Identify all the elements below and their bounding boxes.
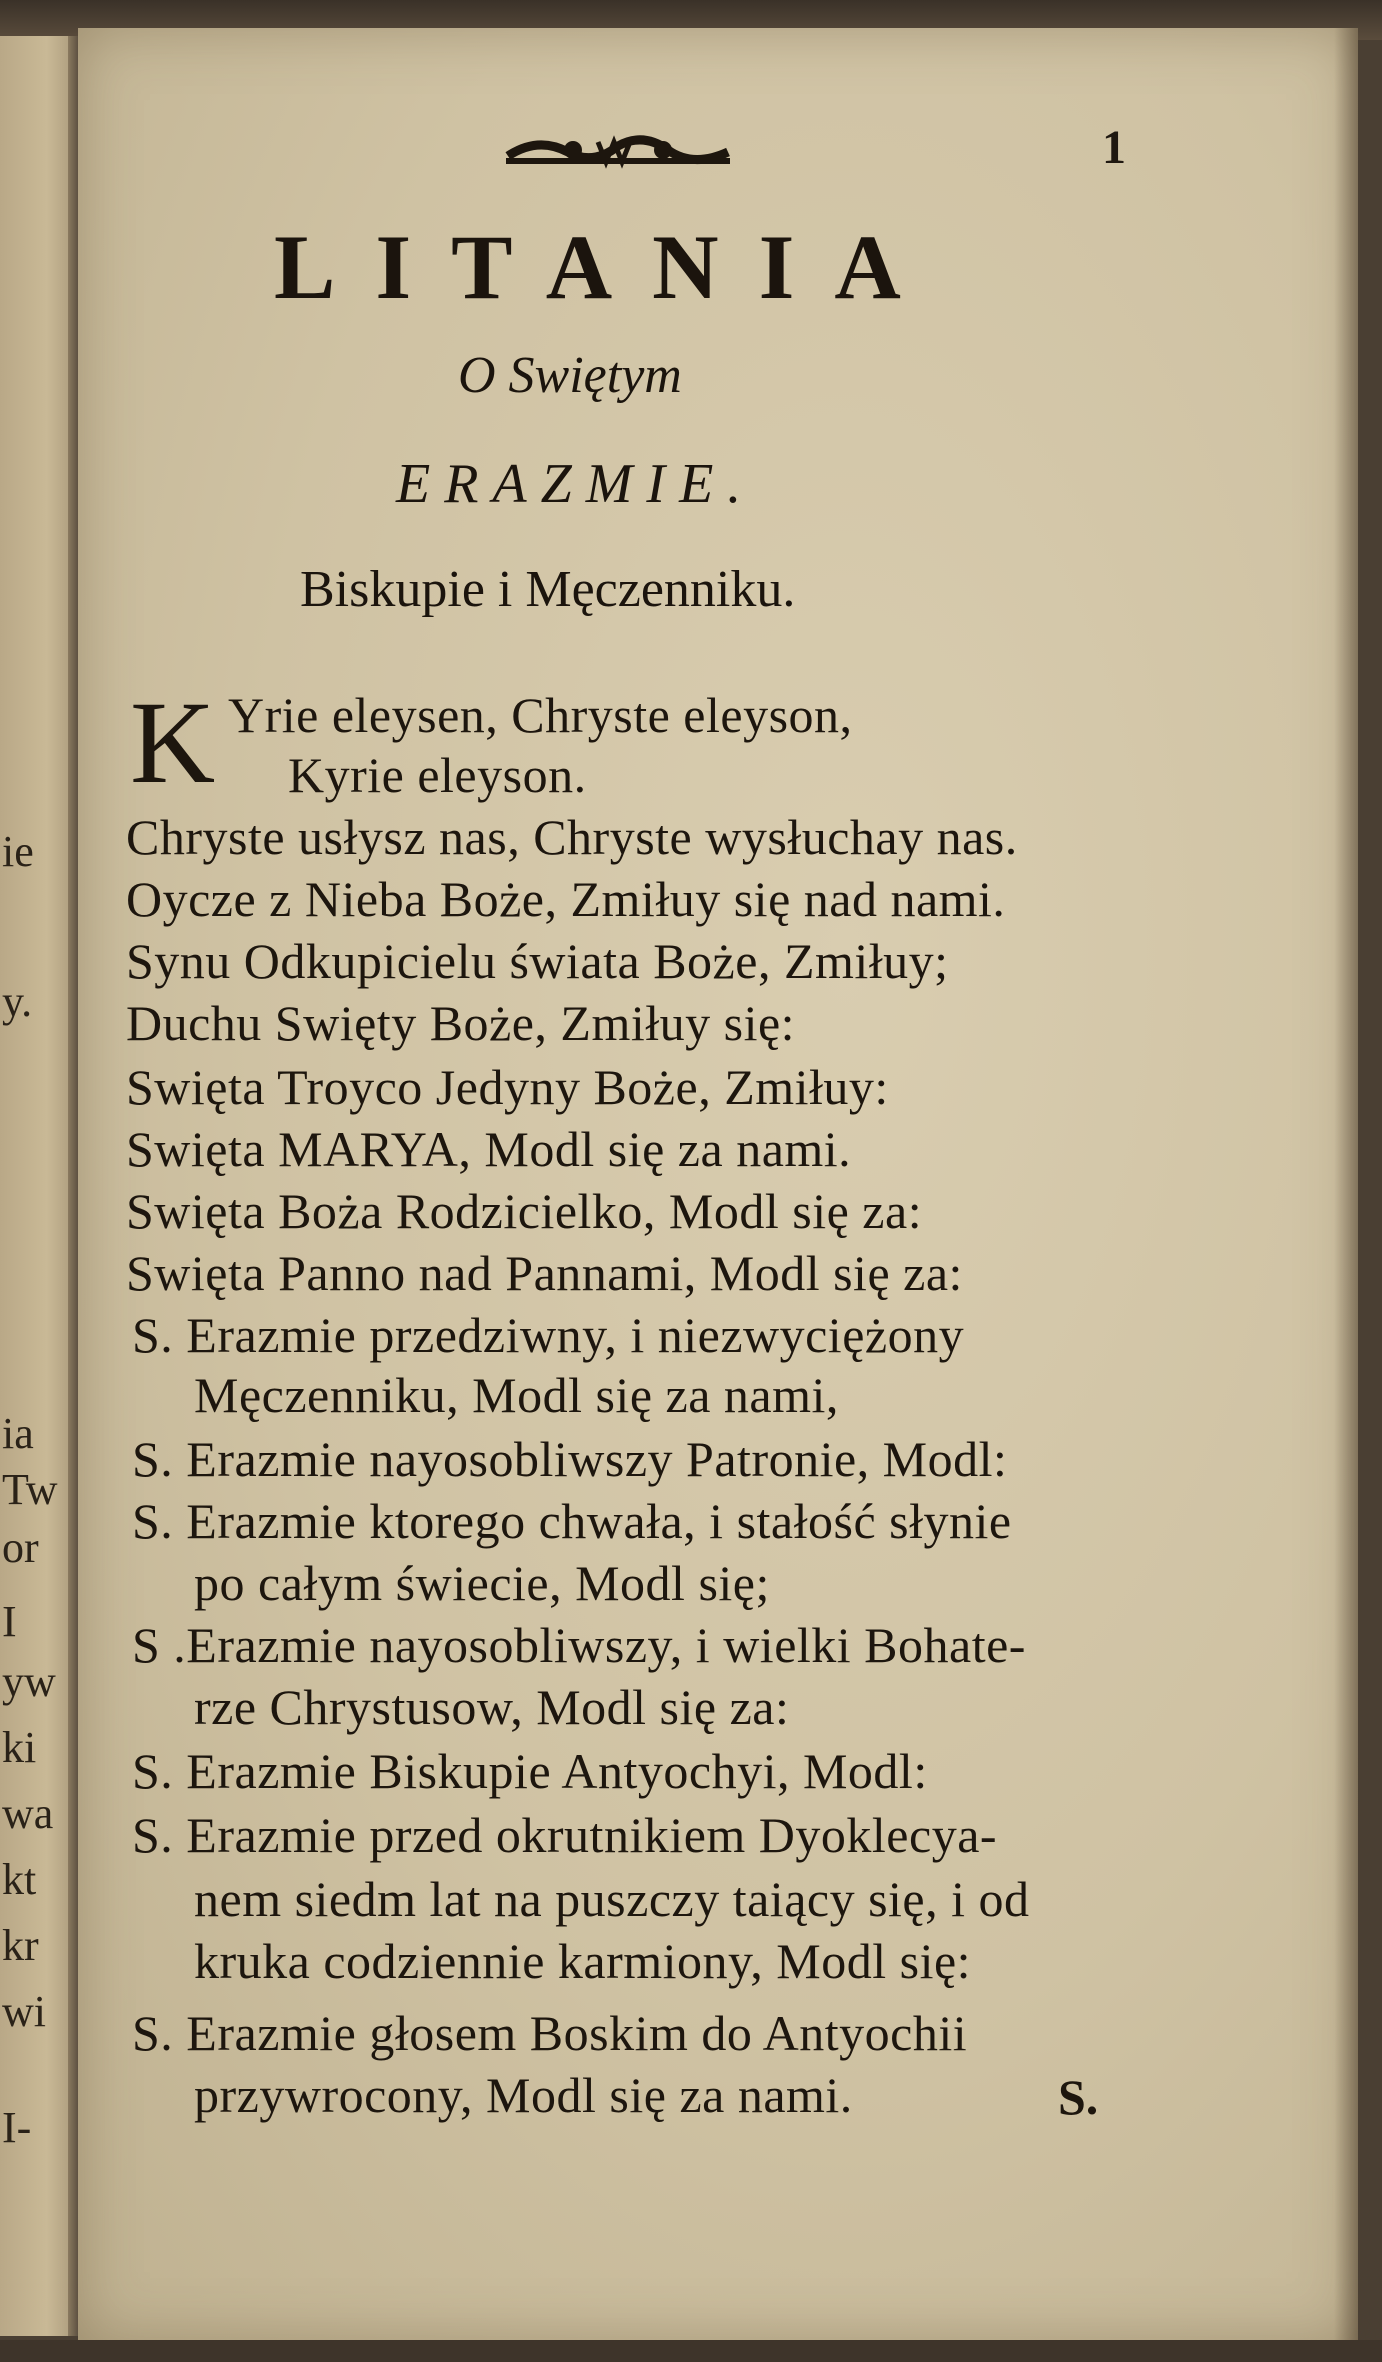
litany-line: S. Erazmie nayosobliwszy Patronie, Modl: [132,1431,1008,1487]
litany-line: przywrocony, Modl się za nami. [194,2067,853,2123]
litany-line: Swięta Panno nad Pannami, Modl się za: [126,1245,963,1301]
left-page-fragment: I [2,1597,17,1646]
litany-line: Swięta Troyco Jedyny Boże, Zmiłuy: [126,1059,889,1115]
page-number: 1 [1102,121,1126,174]
page-title: LITANIA [274,216,941,318]
left-page-fragment: kt [2,1855,37,1904]
litany-line: kruka codziennie karmiony, Modl się: [194,1933,972,1989]
page-subtitle: O Swiętym [458,347,682,404]
left-page-fragment: yw [2,1657,56,1706]
litany-line: Męczenniku, Modl się za nami, [194,1367,839,1423]
left-page-fragment: Tw [2,1465,58,1514]
litany-line: Swięta Boża Rodzicielko, Modl się za: [126,1183,923,1239]
book-gutter [68,36,78,2336]
litany-line: Synu Odkupicielu świata Boże, Zmiłuy; [126,933,949,989]
drop-cap: K [130,677,216,808]
litany-line: rze Chrystusow, Modl się za: [194,1679,790,1735]
litany-line: S. Erazmie przed okrutnikiem Dyoklecya- [132,1807,998,1863]
left-page-fragment: kr [2,1921,39,1970]
litany-line: S. Erazmie przedziwny, i niezwyciężony [132,1307,965,1363]
litany-line: Swięta MARYA, Modl się za nami. [126,1121,852,1177]
litany-line: S. Erazmie ktorego chwała, i stałość słynie [132,1493,1012,1549]
left-page-fragment: ie [2,827,34,876]
left-page-fragment: wi [2,1987,46,2036]
litany-line: S. Erazmie Biskupie Antyochyi, Modl: [132,1743,928,1799]
litany-line: Oycze z Nieba Boże, Zmiłuy się nad nami. [126,871,1006,927]
saint-name: ERAZMIE. [396,453,756,515]
book-page [78,28,1358,2344]
litany-line: Kyrie eleyson. [288,747,587,803]
left-neighbor-page [0,36,78,2336]
catchword: S. [1058,2069,1099,2125]
saint-rank: Biskupie i Męczenniku. [300,561,796,618]
left-page-fragment: y. [2,977,33,1026]
litany-line: Chryste usłysz nas, Chryste wysłuchay nas. [126,809,1018,865]
page-edge-shadow [1334,28,1358,2344]
litany-line: S. Erazmie głosem Boskim do Antyochii [132,2005,968,2061]
litany-line: Duchu Swięty Boże, Zmiłuy się: [126,995,796,1051]
litany-line: nem siedm lat na puszczy taiący się, i od [194,1871,1030,1927]
left-page-fragment: ia [2,1409,34,1458]
litany-line: S .Erazmie nayosobliwszy, i wielki Bohate- [132,1617,1026,1673]
scan-border-bottom [0,2340,1382,2362]
ornament-headpiece-icon [498,128,738,178]
left-page-fragment: I- [2,2103,32,2152]
left-page-fragment: ki [2,1723,37,1772]
litany-line: Yrie eleysen, Chryste eleyson, [228,687,853,743]
left-page-fragment: or [2,1523,39,1572]
litany-line: po całym świecie, Modl się; [194,1555,770,1611]
left-page-fragment: wa [2,1789,54,1838]
